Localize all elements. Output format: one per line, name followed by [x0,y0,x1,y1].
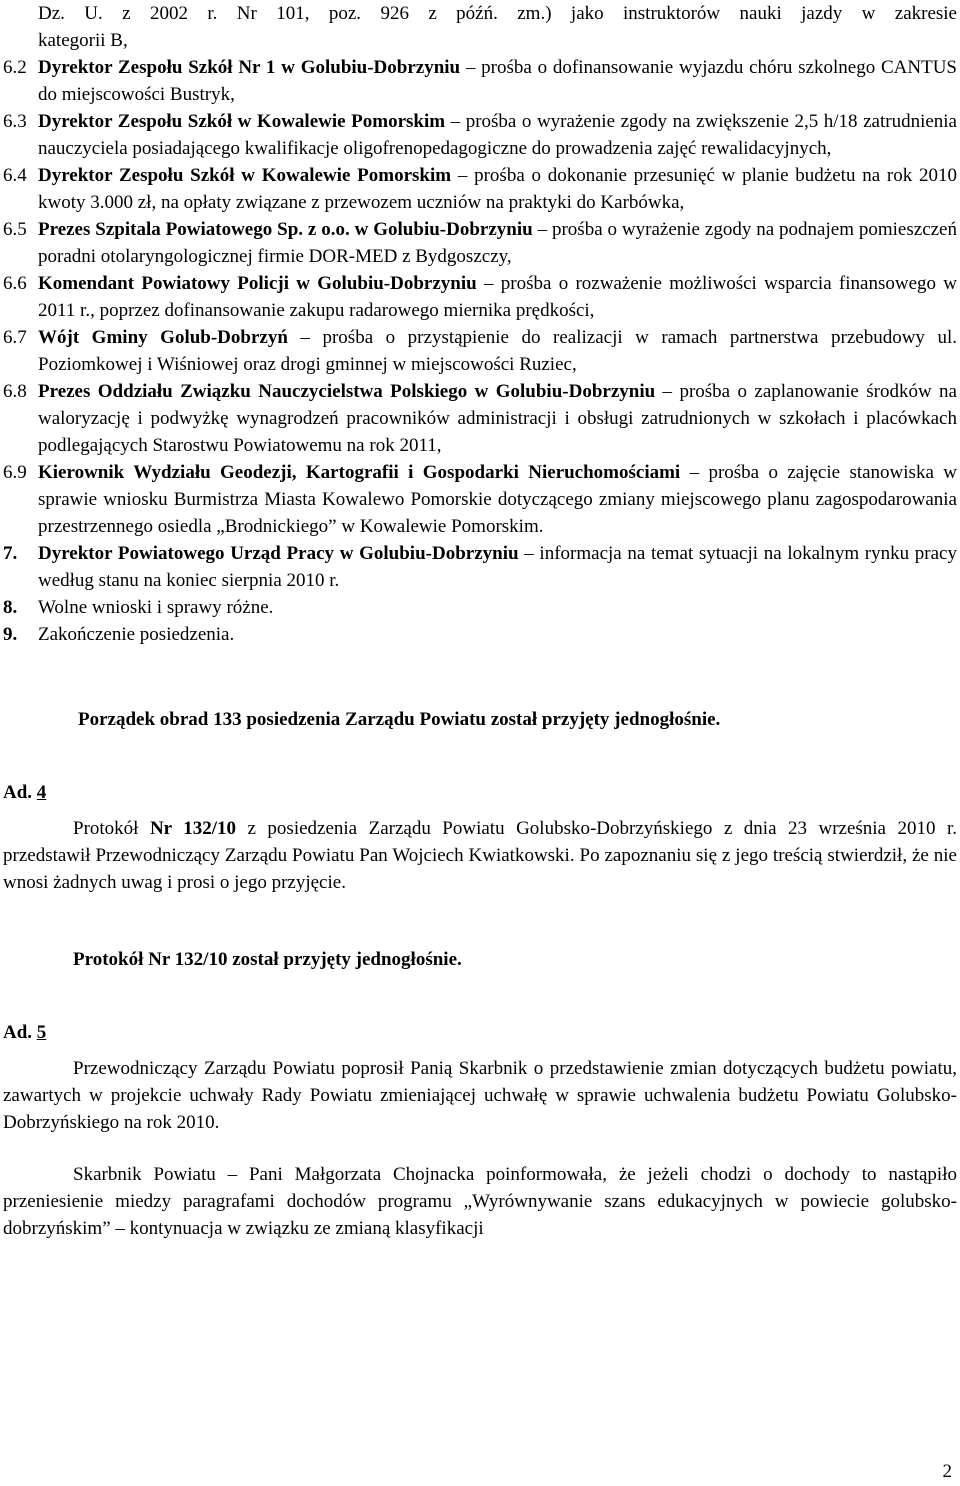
ad5-paragraph-2: Skarbnik Powiatu – Pani Małgorzata Chojnacka poinformowała, że jeżeli chodzi o dochody to nastąpiło przeniesienie miedzy paragrafami dochodów programu „Wyrównywanie szans edukacyjnych w powiecie golubsko-dobrzyńskim” – kontynuacja w związku ze zmianą klasyfikacji [3,1164,957,1239]
item-text [38,54,957,108]
page-number: 2 [942,1461,952,1482]
item-body: – prośba o rozważenie możliwości wsparcia finansowego w 2011 r., poprzez dofinansowanie zakupu radarowego miernika prędkości, [38,273,958,321]
item-text [38,270,957,324]
item-subject: Kierownik Wydziału Geodezji, Kartografii i Gospodarki Nieruchomościami [38,462,681,483]
item-subject: Prezes Szpitala Powiatowego Sp. z o.o. w Golubiu-Dobrzyniu [38,219,533,240]
main-items-list [3,540,957,648]
resolution-agenda: Porządek obrad 133 posiedzenia Zarządu Powiatu został przyjęty jednogłośnie. [78,709,721,730]
item-number: 9. [3,624,18,645]
item-number: 6.7 [3,327,27,348]
item-number: 6.4 [3,165,27,186]
list-item [3,324,957,378]
ad5-paragraph-1: Przewodniczący Zarządu Powiatu poprosił Panią Skarbnik o przedstawienie zmian dotyczących budżetu powiatu, zawartych w projekcie uchwały Rady Powiatu zmieniającej uchwałę w sprawie uchwalenia budżetu Powiatu Golubsko-Dobrzyńskiego na rok 2010. [3,1058,957,1133]
item-body: – prośba o wyrażenie zgody na podnajem pomieszczeń poradni otolaryngologicznej firmie DOR-MED z Bydgoszczy, [38,219,957,267]
item-body: – prośba o dofinansowanie wyjazdu chóru szkolnego CANTUS do miejscowości Bustryk, [38,57,957,105]
item-subject: Dyrektor Zespołu Szkół w Kowalewie Pomorskim [38,165,452,186]
list-item [3,270,957,324]
item-text [38,378,957,459]
item-subject: Dyrektor Powiatowego Urząd Pracy w Golubiu-Dobrzyniu [38,543,519,564]
continued-line-1: Dz. U. z 2002 r. Nr 101, poz. 926 z późń. zm.) jako instruktorów nauki jazdy w zakresie [38,3,957,24]
ad4-text-b: z posiedzenia Zarządu Powiatu Golubsko-Dobrzyńskiego z dnia 23 września 2010 r. przedstawił Przewodniczący Zarządu Powiatu Pan Wojciech Kwiatkowski. Po zapoznaniu się z jego treścią stwierdził, że nie wnosi żadnych uwag i prosi o jego przyjęcie. [3,818,957,893]
item-number: 6.8 [3,381,27,402]
item-body: – prośba o zaplanowanie środków na waloryzację i podwyżkę wynagrodzeń pracowników administracji i obsługi zatrudnionych w szkołach i placówkach podlegających Starostwu Powiatowemu na rok 2011, [38,381,957,456]
item-text [38,459,957,540]
section-heading-ad4: Ad. 4 [3,782,47,803]
list-item [3,459,957,540]
item-number: 6.5 [3,219,27,240]
list-item [3,378,957,459]
item-subject: Prezes Oddziału Związku Nauczycielstwa Polskiego w Golubiu-Dobrzyniu [38,381,656,402]
ad4-paragraph [3,815,957,896]
item-number: 7. [3,543,18,564]
list-item [3,594,957,621]
list-item [3,54,957,108]
item-text: Wolne wnioski i sprawy różne. [38,597,274,618]
item-number: 6.6 [3,273,27,294]
list-item [3,621,957,648]
item-text [38,162,957,216]
list-item [3,216,957,270]
list-item [3,540,957,594]
item-text [38,324,957,378]
item-body: – informacja na temat sytuacji na lokalnym rynku pracy według stanu na koniec sierpnia 2010 r. [38,543,957,591]
item-body: – prośba o przystąpienie do realizacji w ramach partnerstwa przebudowy ul. Poziomkowej i Wiśniowej oraz drogi gminnej w miejscowości Ruziec, [38,327,957,375]
document-page [3,0,957,1242]
item-body: – prośba o zajęcie stanowiska w sprawie wniosku Burmistrza Miasta Kowalewo Pomorskie dotyczącego zmiany miejscowego planu zagospodarowania przestrzennego osiedla „Brodnickiego” w Kowalewie Pomorskim. [38,462,957,537]
sub-items-list [3,54,957,540]
item-number: 6.9 [3,462,27,483]
item-subject: Wójt Gminy Golub-Dobrzyń [38,327,288,348]
item-number: 8. [3,597,18,618]
section-heading-ad5: Ad. 5 [3,1022,47,1043]
continued-line-2: kategorii B, [38,30,128,51]
protocol-number: Nr 132/10 [149,818,237,839]
item-number: 6.2 [3,57,27,78]
item-subject: Dyrektor Zespołu Szkół w Kowalewie Pomorskim [38,111,446,132]
item-subject: Komendant Powiatowy Policji w Golubiu-Dobrzyniu [38,273,477,294]
ad4-text-a: Protokół [73,818,150,839]
item-subject: Dyrektor Zespołu Szkół Nr 1 w Golubiu-Dobrzyniu [38,57,461,78]
list-item [3,108,957,162]
item-text [38,216,957,270]
item-number: 6.3 [3,111,27,132]
item-body: – prośba o dokonanie przesunięć w planie budżetu na rok 2010 kwoty 3.000 zł, na opłaty związane z przewozem uczniów na praktyki do Karbówka, [38,165,957,213]
item-text [38,108,957,162]
resolution-protocol: Protokół Nr 132/10 został przyjęty jednogłośnie. [73,949,462,970]
item-body: – prośba o wyrażenie zgody na zwiększenie 2,5 h/18 zatrudnienia nauczyciela posiadającego kwalifikacje oligofrenopedagogiczne do prowadzenia zajęć rewalidacyjnych, [38,111,957,159]
continued-text [3,0,957,54]
item-text: Zakończenie posiedzenia. [38,624,235,645]
item-text [38,540,957,594]
list-item [3,162,957,216]
